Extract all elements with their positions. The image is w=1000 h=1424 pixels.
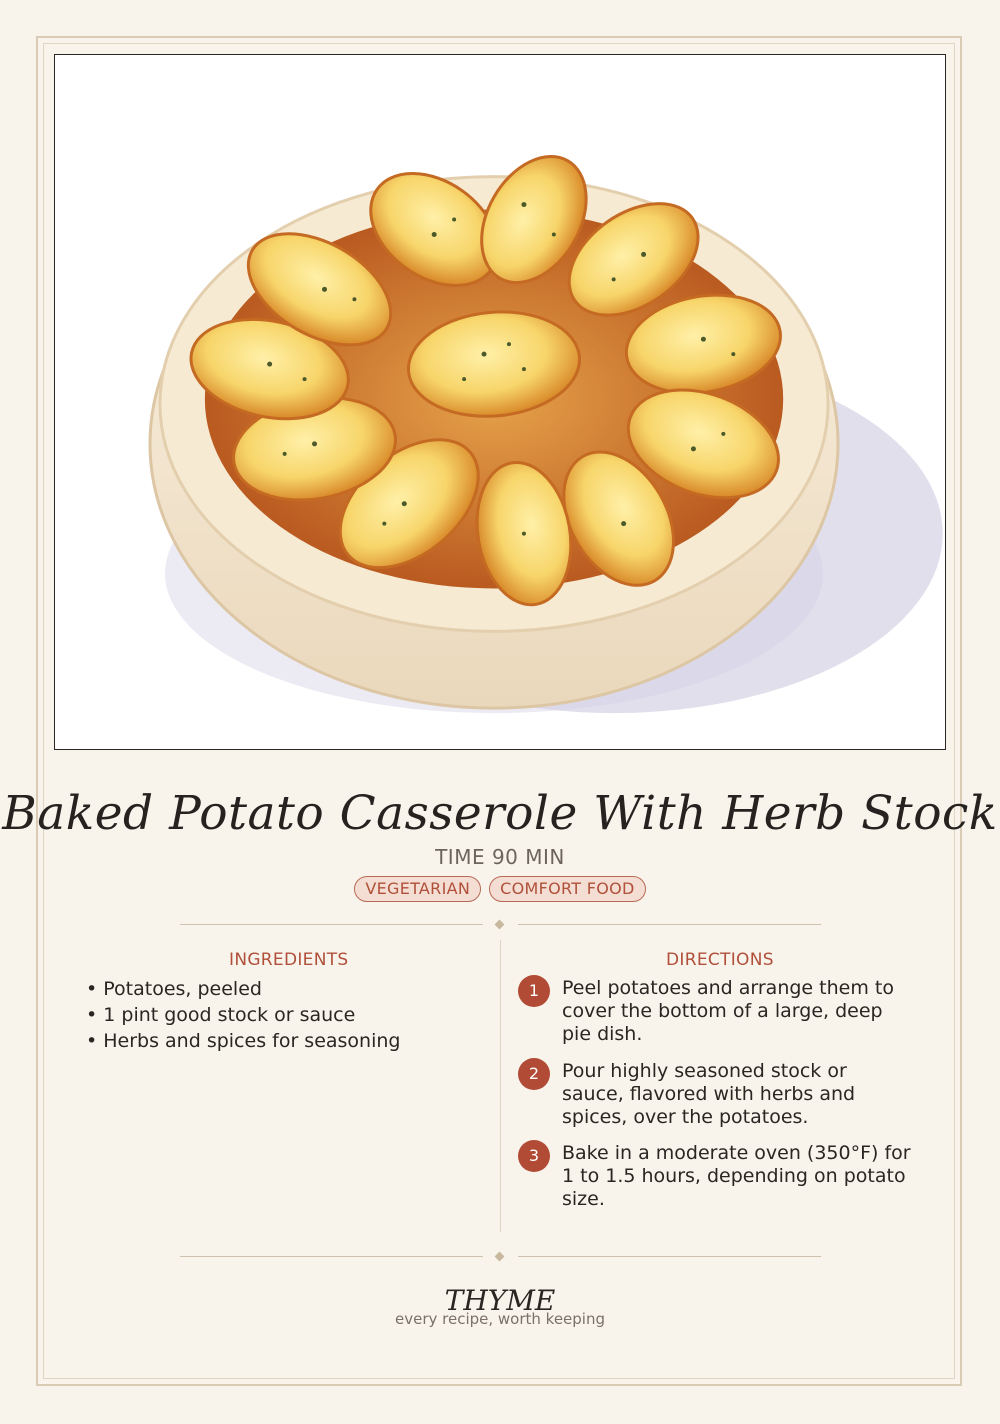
column-divider [500, 940, 501, 1232]
ingredients-heading: INGREDIENTS [229, 950, 349, 970]
step-text: Pour highly seasoned stock or sauce, flavored with herbs and spices, over the potatoes. [562, 1060, 856, 1128]
tag-comfort-food[interactable]: COMFORT FOOD [489, 876, 646, 902]
ingredient-list [86, 976, 400, 1054]
list-item: • 1 pint good stock or sauce [86, 1002, 400, 1028]
top-divider-left [180, 924, 483, 925]
brand-tagline: every recipe, worth keeping [394, 1310, 605, 1328]
bottom-divider-left [180, 1256, 483, 1257]
step-text: Peel potatoes and arrange them to cover the bottom of a large, deep pie dish. [562, 977, 894, 1045]
tag-vegetarian[interactable]: VEGETARIAN [354, 876, 481, 902]
list-item: • Potatoes, peeled [86, 976, 400, 1002]
step-number-badge: 1 [518, 975, 550, 1007]
step-number-badge: 3 [518, 1140, 550, 1172]
brand-name: THYME [444, 1284, 556, 1317]
top-divider-right [518, 924, 821, 925]
step-number-badge: 2 [518, 1058, 550, 1090]
casserole-illustration [54, 54, 946, 750]
list-item: • Herbs and spices for seasoning [86, 1028, 400, 1054]
cook-time: TIME 90 MIN [435, 845, 565, 869]
directions-heading: DIRECTIONS [666, 950, 774, 970]
recipe-title: Baked Potato Casserole With Herb Stock [2, 786, 998, 841]
tag-list [0, 876, 1000, 902]
step-text: Bake in a moderate oven (350°F) for 1 to 1.5 hours, depending on potato size. [562, 1142, 911, 1210]
bottom-divider-right [518, 1256, 821, 1257]
